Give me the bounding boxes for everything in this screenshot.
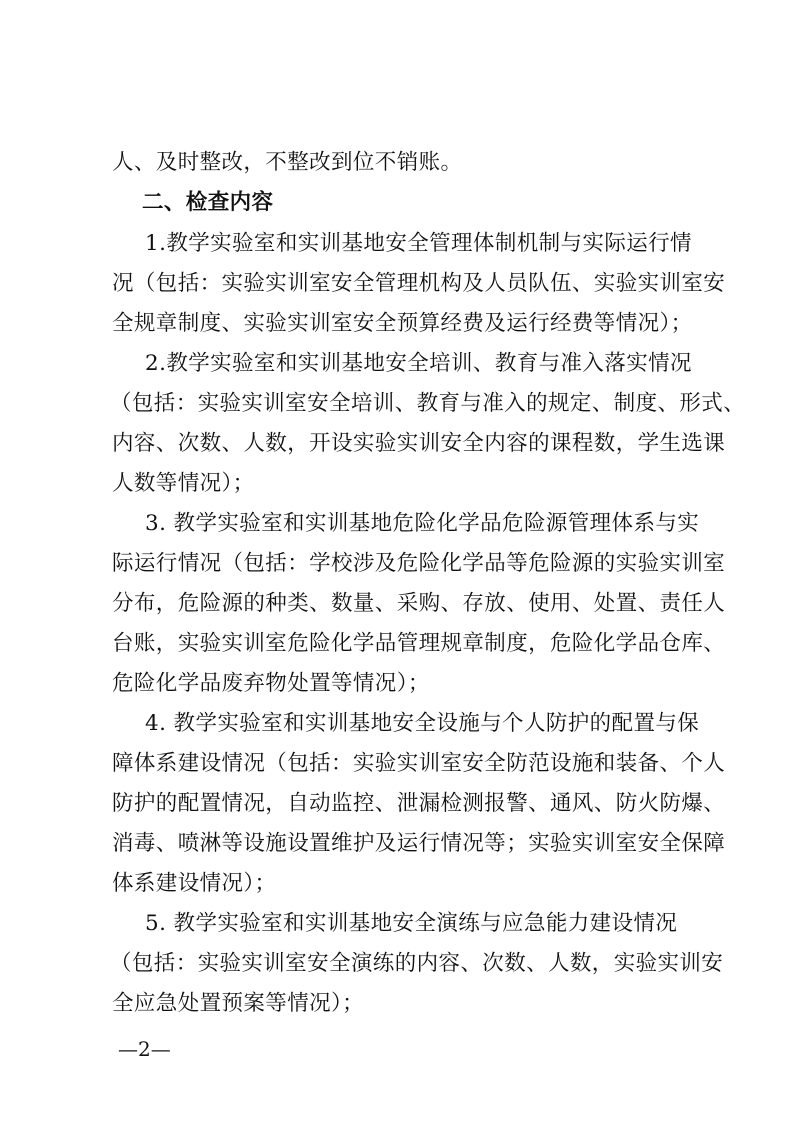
- text-line: 人、及时整改，不整改到位不销账。: [112, 150, 463, 175]
- text-line: 况（包括：实验实训室安全管理机构及人员队伍、实验实训室安: [112, 271, 726, 296]
- section-heading: 二、检查内容: [142, 190, 274, 215]
- text-line: 防护的配置情况，自动监控、泄漏检测报警、通风、防火防爆、: [112, 791, 726, 816]
- text-line: 台账，实验实训室危险化学品管理规章制度，危险化学品仓库、: [112, 631, 726, 656]
- page-number: —2—: [118, 1037, 171, 1061]
- text-line: 危险化学品废弃物处置等情况）；: [112, 671, 430, 696]
- text-line: 内容、次数、人数，开设实验实训安全内容的课程数，学生选课: [112, 431, 726, 456]
- text-line: 全应急处置预案等情况）；: [112, 991, 365, 1016]
- text-line: 际运行情况（包括：学校涉及危险化学品等危险源的实验实训室: [112, 551, 726, 576]
- text-line: （包括：实验实训室安全演练的内容、次数、人数，实验实训安: [110, 951, 724, 976]
- text-line: 体系建设情况）；: [112, 871, 277, 896]
- text-line: 4. 教学实验室和实训基地安全设施与个人防护的配置与保: [145, 711, 700, 736]
- text-line: 1.教学实验室和实训基地安全管理体制机制与实际运行情: [145, 231, 692, 256]
- text-line: 消毒、喷淋等设施设置维护及运行情况等；实验实训室安全保障: [112, 831, 726, 856]
- text-line: 2.教学实验室和实训基地安全培训、教育与准入落实情况: [145, 351, 692, 376]
- text-line: 障体系建设情况（包括：实验实训室安全防范设施和装备、个人: [112, 751, 726, 776]
- text-line: 5. 教学实验室和实训基地安全演练与应急能力建设情况: [145, 911, 678, 936]
- text-line: 3. 教学实验室和实训基地危险化学品危险源管理体系与实: [145, 511, 700, 536]
- text-line: （包括：实验实训室安全培训、教育与准入的规定、制度、形式、: [110, 391, 746, 416]
- text-line: 分布，危险源的种类、数量、采购、存放、使用、处置、责任人: [112, 591, 726, 616]
- text-line: 人数等情况）；: [112, 471, 255, 496]
- text-line: 全规章制度、实验实训室安全预算经费及运行经费等情况）；: [112, 311, 693, 336]
